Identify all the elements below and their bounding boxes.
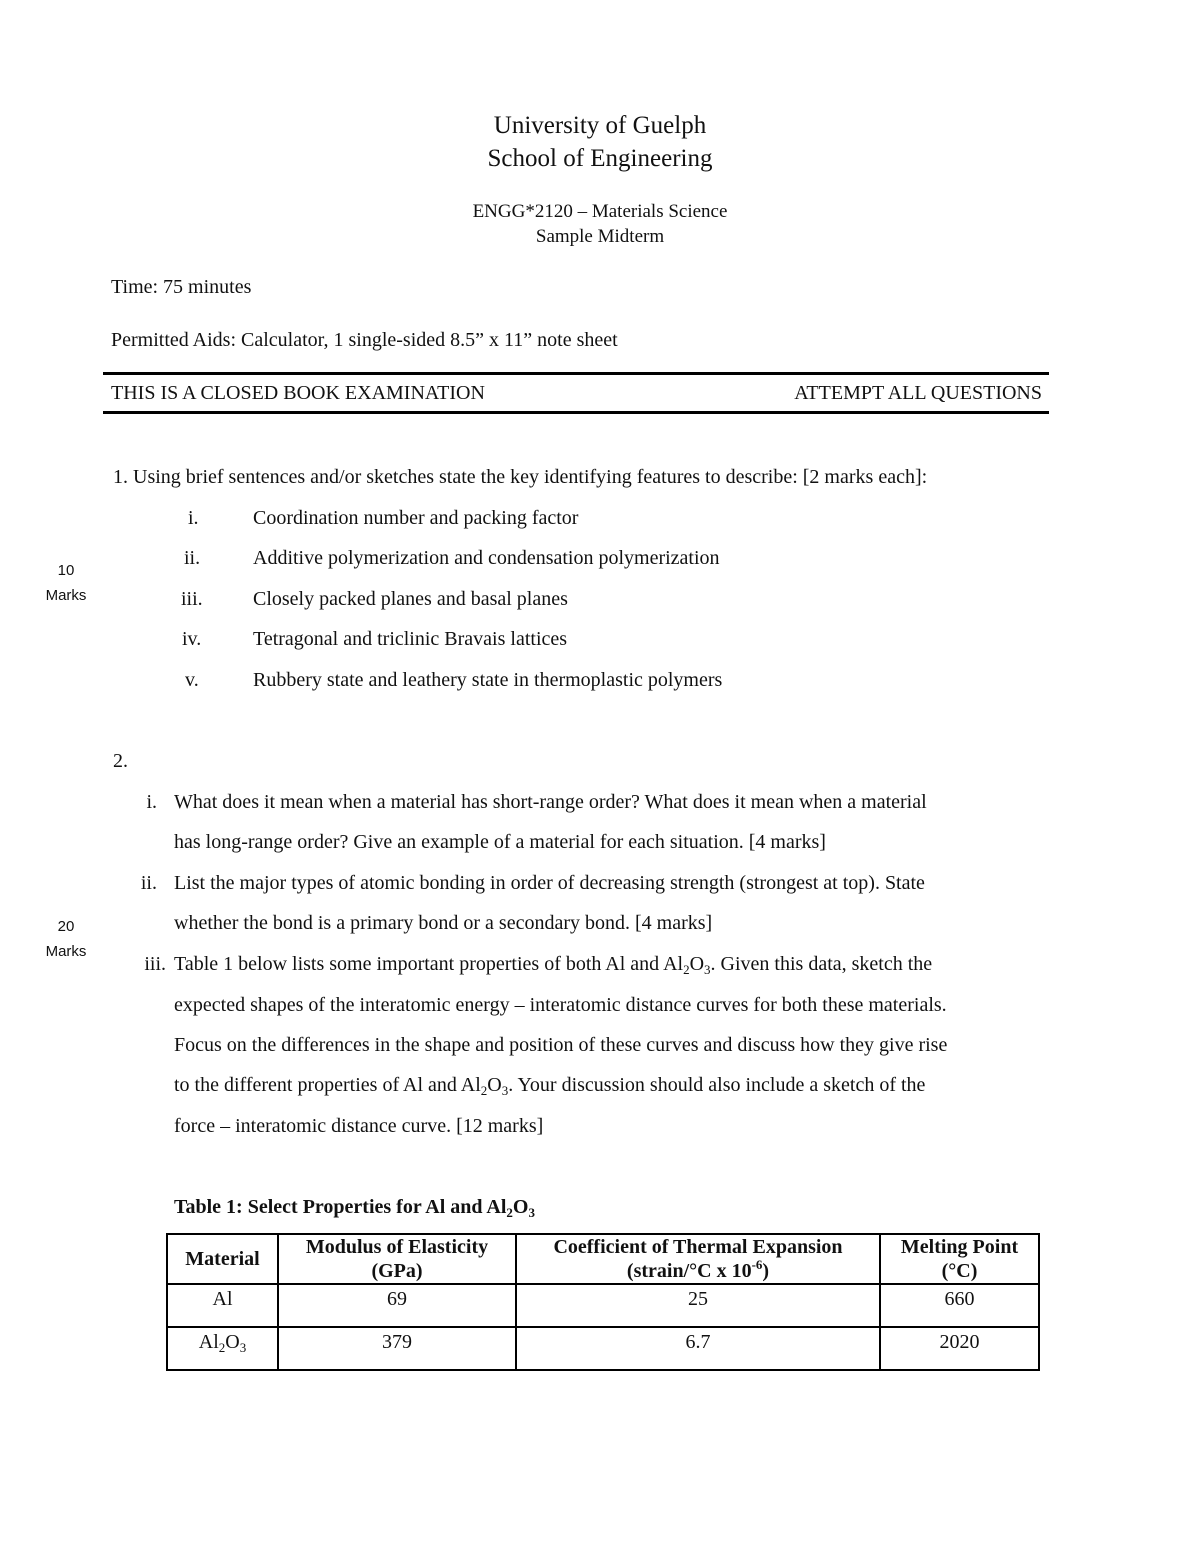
q1-intro: 1. Using brief sentences and/or sketches state the key identifying features to describe: [2 marks each]:: [113, 466, 928, 488]
q2-marks-value: 20: [57, 918, 75, 935]
q2-iii-line2: expected shapes of the interatomic energy – interatomic distance curves for both these materials.: [174, 994, 947, 1016]
cell-material: Al: [167, 1284, 278, 1327]
q1-item-2-num: ii.: [184, 547, 201, 569]
q1-item-1-text: Coordination number and packing factor: [253, 507, 579, 529]
q2-marks-note: [30, 914, 102, 964]
table-row: [167, 1284, 1039, 1327]
cell-melting-point: 2020: [880, 1327, 1039, 1370]
q2-iii-line1-c: . Given this data, sketch the: [710, 953, 933, 975]
q2-ii-num: ii.: [140, 872, 157, 894]
table-caption-a: Table 1: Select Properties for Al and Al: [174, 1196, 507, 1218]
banner-bottom-rule: [103, 411, 1049, 414]
cell-material-a: Al: [198, 1331, 219, 1353]
exam-time: Time: 75 minutes: [111, 276, 252, 298]
table-caption-b: O: [512, 1196, 529, 1218]
q2-ii-line2: whether the bond is a primary bond or a secondary bond. [4 marks]: [174, 912, 713, 934]
q2-ii-line1: List the major types of atomic bonding in order of decreasing strength (strongest at top). State: [174, 872, 925, 894]
course-title: ENGG*2120 – Materials Science: [472, 201, 728, 222]
cell-cte: 6.7: [516, 1327, 880, 1370]
q2-iii-line1-a: Table 1 below lists some important properties of both Al and Al: [174, 953, 684, 975]
q2-iii-line3: Focus on the differences in the shape and position of these curves and discuss how they give rise: [174, 1034, 948, 1056]
cell-melting-point: 660: [880, 1284, 1039, 1327]
sub-2: 2: [218, 1340, 226, 1355]
header-melting-point: [880, 1234, 1039, 1284]
cell-cte: 25: [516, 1284, 880, 1327]
q1-item-2-text: Additive polymerization and condensation polymerization: [253, 547, 720, 569]
sub-3: 3: [528, 1205, 535, 1220]
q2-iii-line4: [174, 1074, 925, 1097]
q2-iii-line4-b: O: [487, 1074, 502, 1096]
permitted-aids: Permitted Aids: Calculator, 1 single-sided 8.5” x 11” note sheet: [111, 329, 618, 351]
exam-title: Sample Midterm: [535, 226, 665, 247]
q1-item-4-text: Tetragonal and triclinic Bravais lattices: [253, 628, 568, 650]
header-mp-line2: (°C): [941, 1260, 978, 1282]
table-caption: [174, 1196, 535, 1219]
header-modulus-line1: Modulus of Elasticity: [305, 1236, 489, 1258]
banner-top-rule: [103, 372, 1049, 375]
sub-2: 2: [506, 1205, 513, 1220]
closed-book-notice: THIS IS A CLOSED BOOK EXAMINATION: [111, 382, 485, 404]
q2-iii-line1: [174, 953, 932, 976]
q1-item-5-num: v.: [185, 669, 199, 691]
header-cte: [516, 1234, 880, 1284]
q2-number: 2.: [113, 750, 128, 772]
q2-iii-num: iii.: [144, 953, 166, 975]
q1-item-5-text: Rubbery state and leathery state in thermoplastic polymers: [253, 669, 723, 691]
properties-table: [166, 1233, 1040, 1371]
table-header-row: [167, 1234, 1039, 1284]
sub-3: 3: [501, 1083, 509, 1098]
q2-i-line2: has long-range order? Give an example of a material for each situation. [4 marks]: [174, 831, 826, 853]
cell-material: [167, 1327, 278, 1370]
sub-3: 3: [239, 1340, 247, 1355]
header-modulus-line2: (GPa): [371, 1260, 423, 1282]
q2-i-line1: What does it mean when a material has short-range order? What does it mean when a material: [174, 791, 927, 813]
q2-marks-label: Marks: [45, 943, 87, 960]
header-cte-line1: Coefficient of Thermal Expansion: [553, 1236, 843, 1258]
q2-iii-line1-b: O: [689, 953, 705, 975]
header-cte-line2-a: (strain/°C x 10: [626, 1260, 752, 1282]
header-cte-line2-b: ): [762, 1260, 770, 1282]
q2-iii-line5: force – interatomic distance curve. [12 marks]: [174, 1115, 544, 1137]
q1-item-3-num: iii.: [181, 588, 203, 610]
header-mp-line1: Melting Point: [900, 1236, 1019, 1258]
header-modulus: [278, 1234, 516, 1284]
header-cte-line2: [521, 1259, 875, 1283]
q1-item-3-text: Closely packed planes and basal planes: [253, 588, 568, 610]
university-title: University of Guelph: [493, 112, 707, 139]
sub-2: 2: [683, 962, 690, 977]
q1-marks-note: [30, 558, 102, 608]
sub-2: 2: [480, 1083, 488, 1098]
q1-item-1-num: i.: [188, 507, 199, 529]
cell-material-b: O: [225, 1331, 240, 1353]
q1-marks-value: 10: [57, 562, 75, 579]
school-title: School of Engineering: [487, 145, 713, 172]
table-row: [167, 1327, 1039, 1370]
q2-iii-line4-a: to the different properties of Al and Al: [174, 1074, 481, 1096]
q1-marks-label: Marks: [45, 587, 87, 604]
cell-modulus: 379: [278, 1327, 516, 1370]
header-material: Material: [167, 1234, 278, 1284]
attempt-all-notice: ATTEMPT ALL QUESTIONS: [794, 382, 1042, 404]
q2-iii-line4-c: . Your discussion should also include a sketch of the: [508, 1074, 926, 1096]
sub-3: 3: [704, 962, 711, 977]
q2-i-num: i.: [146, 791, 157, 813]
cell-modulus: 69: [278, 1284, 516, 1327]
q1-item-4-num: iv.: [182, 628, 202, 650]
header-cte-sup: -6: [751, 1257, 763, 1272]
